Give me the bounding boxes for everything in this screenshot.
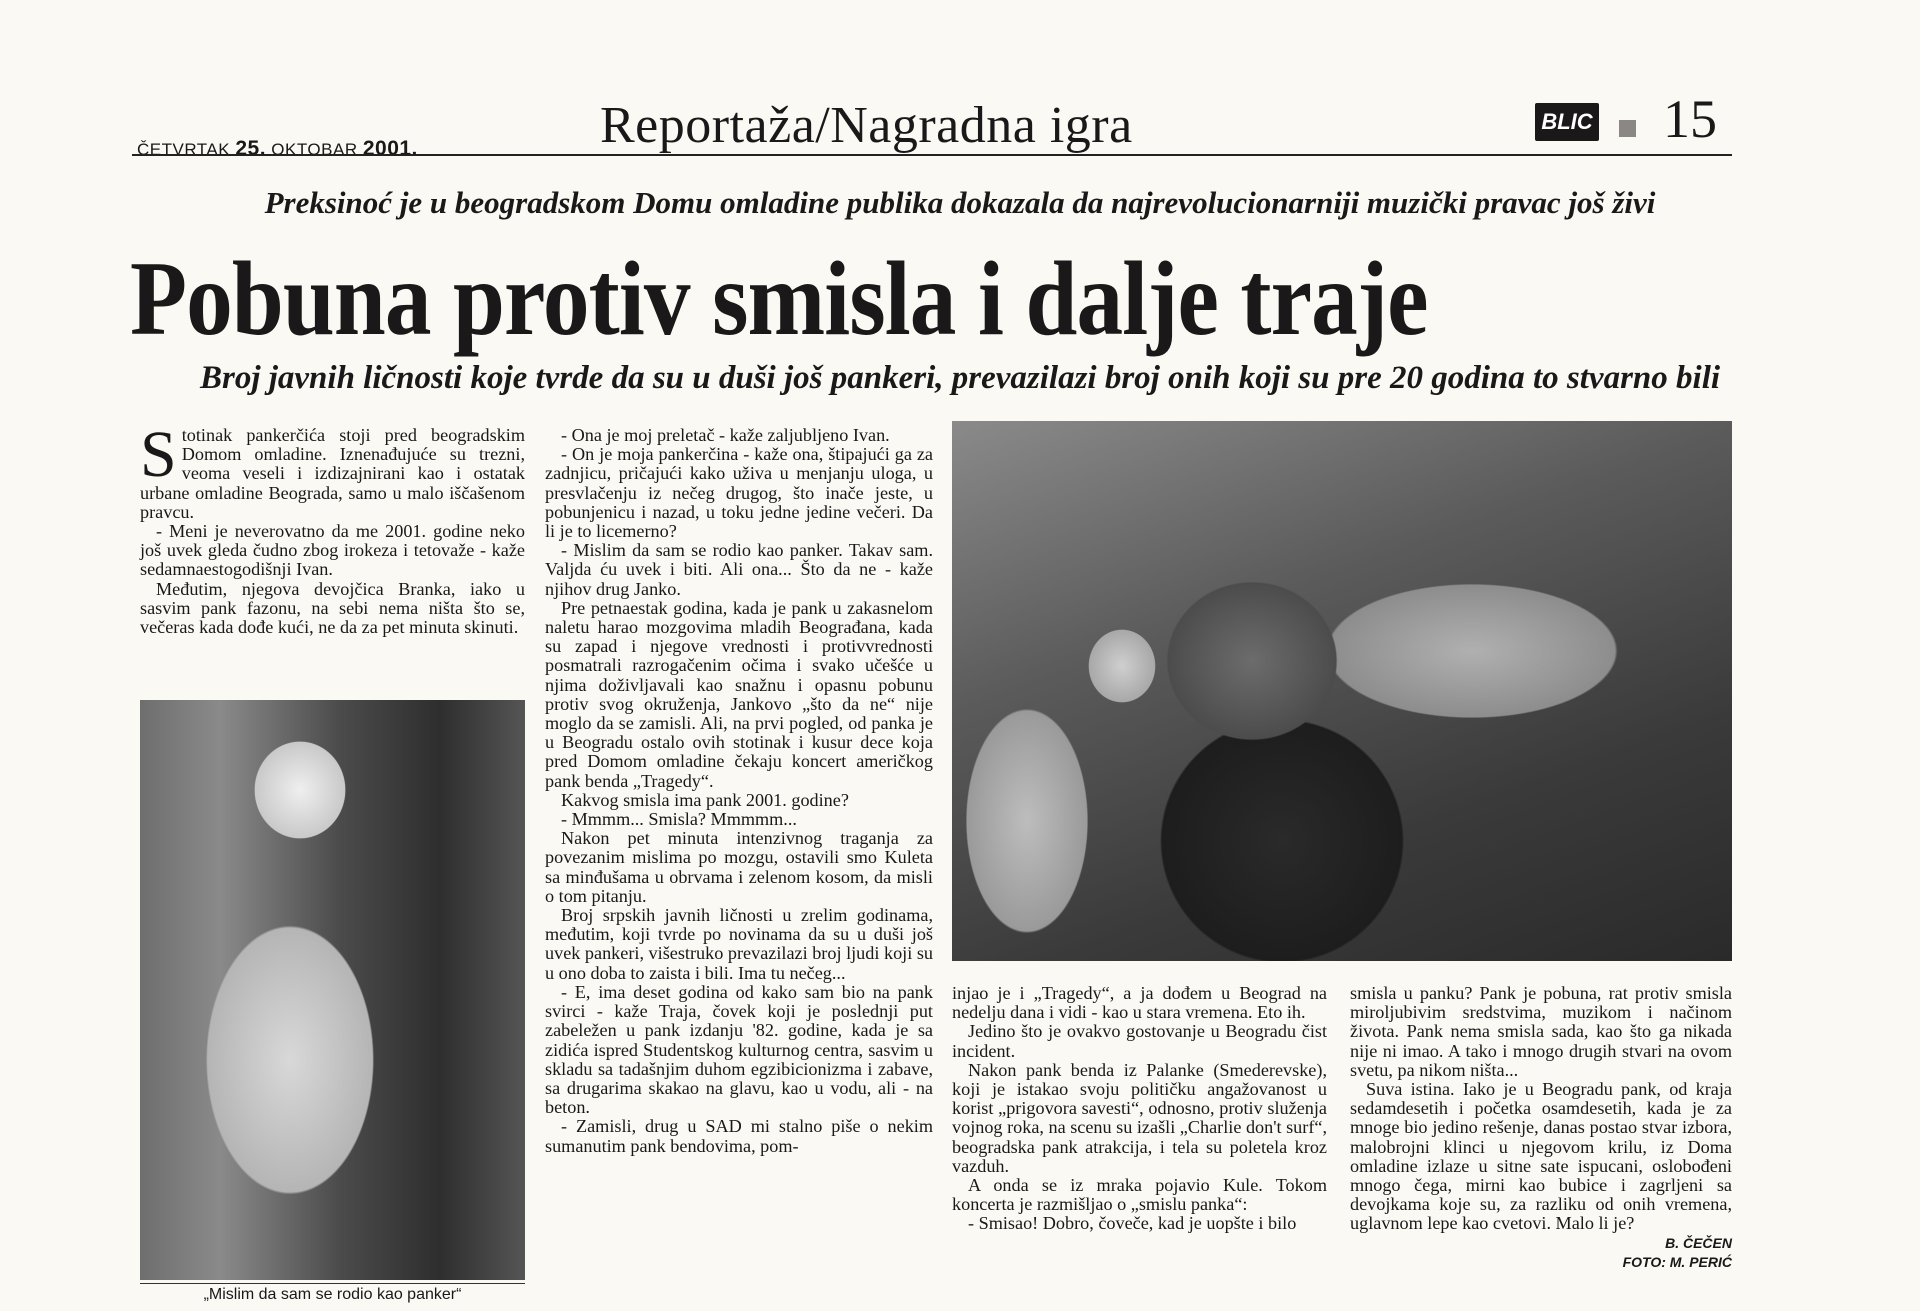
paragraph: Nakon pank benda iz Palanke (Smederevske), koji je istakao svoju političku angažovanost u korist „prigovora savesti“, odnosno, protiv služenja vojnog roka, na scenu su izašli „Charlie don't surf“, beogradska pank atrakcija, i tela su poletela kroz vazduh. xyxy=(952,1059,1328,1176)
paragraph: - On je moja pankerčina - kaže ona, štipajući ga za zadnjicu, pričajući kako uživa u menjanju uloga, u presvlačenju iz nečeg drugog, što inače jeste, u pobunjenicu i nazad, u toku jedne jedine večeri. Da li je to licemerno? xyxy=(545,444,933,542)
dropcap: S xyxy=(140,418,177,491)
article-column-1 xyxy=(140,418,525,638)
paragraph: - E, ima deset godina od kako sam bio na pank svirci - kaže Traja, čovek koji je poslednji put zabeležen u pank izdanju '82. godine, kada je sa zidića ispred Studentskog kulturnog centra, sasvim u skladu sa tadašnjim duhom egzibicionizma i zabave, sa drugarima skakao na glavu, kao u vodu, ali - na beton. xyxy=(545,981,933,1118)
paragraph: A onda se iz mraka pojavio Kule. Tokom koncerta je razmišljao o „smislu panka“: xyxy=(952,1175,1327,1215)
paragraph: injao je i „Tragedy“, a ja dođem u Beograd na nedelju dana i vidi - kao u stara vremena. Eto ih. xyxy=(952,983,1327,1023)
section-title: Reportaža/Nagradna igra xyxy=(600,97,1133,154)
headline: Pobuna protiv smisla i dalje traje xyxy=(130,240,1428,357)
photo-concert-crowd xyxy=(952,421,1732,961)
paragraph: - Smisao! Dobro, čoveče, kad je uopšte i bilo xyxy=(968,1213,1297,1234)
header-month: OKTOBAR xyxy=(271,140,358,159)
photo-credit: FOTO: M. PERIĆ xyxy=(1622,1253,1732,1270)
paragraph: Međutim, njegova devojčica Branka, iako u sasvim pank fazonu, na sebi nema ništa što se, večeras kada dođe kući, ne da za pet minuta skinuti. xyxy=(140,578,525,638)
paragraph: Jedino što je ovakvo gostovanje u Beogradu čist incident. xyxy=(952,1021,1327,1061)
article-column-4 xyxy=(1350,984,1732,1272)
paragraph xyxy=(140,418,525,522)
header-day: ČETVRTAK xyxy=(137,140,231,159)
paragraph: - Zamisli, drug u SAD mi stalno piše o nekim sumanutim pank bendovima, pom- xyxy=(545,1116,933,1156)
header-date xyxy=(137,137,418,161)
photo-panker-dancing xyxy=(140,700,525,1280)
paragraph: - Mislim da sam se rodio kao panker. Takav sam. Valjda ću uvek i biti. Ali ona... Što da ne - kaže njihov drug Janko. xyxy=(545,540,933,599)
blic-logo: BLIC xyxy=(1535,103,1599,141)
square-icon xyxy=(1619,120,1636,137)
paragraph: - Meni je neverovatno da me 2001. godine neko još uvek gleda čudno zbog irokeza i tetovaže - kaže sedamnaestogodišnji Ivan. xyxy=(140,521,525,580)
header-date-number: 25. xyxy=(235,137,267,160)
page-number: 15 xyxy=(1663,89,1717,149)
paragraph-text: totinak pankerčića stoji pred beogradskim Domom omladine. Iznenađujuće su trezni, veoma veseli i izdizajnirani kao i ostatak urbane omladine Beograda, samo u malo iščašenom pravcu. xyxy=(140,425,525,522)
article-column-2 xyxy=(545,426,933,1156)
paragraph: Kakvog smisla ima pank 2001. godine? xyxy=(561,789,849,810)
paragraph: smisla u panku? Pank je pobuna, rat protiv smisla miroljubivim sredstvima, muzikom i načinom života. Pank nema smisla sada, kao što ga nikada nije ni imao. A tako i mnogo drugih stvari na ovom svetu, pa nikom ništa... xyxy=(1350,983,1732,1080)
header-year: 2001. xyxy=(362,137,418,160)
paragraph: Suva istina. Iako je u Beogradu pank, od kraja sedamdesetih i početka osamdesetih, kada je za mnoge bio jedino rešenje, danas postao stvar izbora, malobrojni klinci u njegovom krilu, iz Doma omladine izlaze u sitne sate ispucani, oslobođeni mnogo čega, mirni kao bubice i zagrljeni sa devojkama koje su, za razliku od onih vremena, uglavnom lepe kao cvetovi. Malo li je? xyxy=(1350,1079,1732,1234)
author-byline: B. ČEČEN xyxy=(1665,1234,1732,1251)
header-rule xyxy=(132,154,1732,156)
photo-caption: „Mislim da sam se rodio kao panker“ xyxy=(140,1283,525,1304)
article-column-3 xyxy=(952,984,1327,1234)
paragraph: - Mmmm... Smisla? Mmmmm... xyxy=(561,809,797,830)
paragraph: Pre petnaestak godina, kada je pank u zakasnelom naletu harao mozgovima mladih Beograđana, kada su zapad i njegove vrednosti i protivvrednosti posmatrali razrogačenim očima i svako učešće u njima doživljavali kao snažnu i opasnu pobunu protiv svog okruženja, Jankovo „što da ne“ nije moglo da se zamisli. Ali, na prvi pogled, od panka je u Beogradu ostalo ovih stotinak i kusur dece koja pred Domom omladine čekaju koncert američkog pank benda „Tragedy“. xyxy=(545,597,933,791)
paragraph: Nakon pet minuta intenzivnog traganja za povezanim mislima po mozgu, ostavili smo Kuleta sa minđušama u obrvama i zelenom kosom, da misli o tom pitanju. xyxy=(545,828,933,906)
kicker: Preksinoć je u beogradskom Domu omladine publika dokazala da najrevolucionarniji muzički pravac još živi xyxy=(264,185,1656,220)
paragraph: Broj srpskih javnih ličnosti u zrelim godinama, međutim, koji tvrde po novinama da su u duši još uvek pankeri, višestruko prevazilazi broj ljudi koji su u ono doba to zaista i bili. Ima tu nečeg... xyxy=(545,905,933,983)
paragraph: - Ona je moj preletač - kaže zaljubljeno Ivan. xyxy=(561,425,890,445)
deck: Broj javnih ličnosti koje tvrde da su u duši još pankeri, prevazilazi broj onih koji su pre 20 godina to stvarno bili xyxy=(199,360,1721,396)
